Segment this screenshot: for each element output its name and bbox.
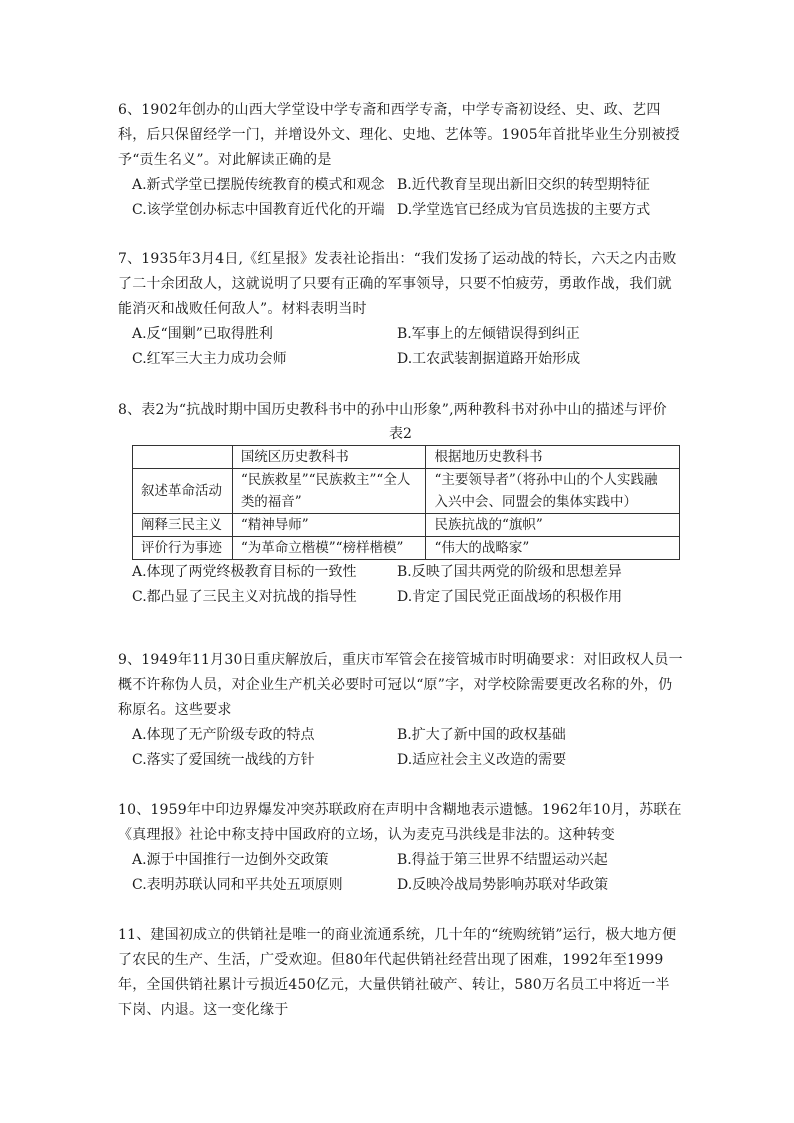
option-b[interactable]: B.近代教育呈现出新旧交织的转型期特征 [397, 177, 650, 193]
table-cell: “伟大的战略家” [426, 537, 680, 560]
option-c[interactable]: C.都凸显了三民主义对抗战的指导性 [132, 589, 357, 605]
question-10 [118, 798, 683, 898]
table-cell: 叙述革命活动 [133, 469, 233, 514]
table-header: 根据地历史教科书 [426, 446, 680, 469]
options [118, 560, 683, 610]
table-cell: 阐释三民主义 [133, 514, 233, 537]
option-d[interactable]: D.肯定了国民党正面战场的积极作用 [397, 589, 623, 605]
question-9 [118, 648, 683, 773]
option-a[interactable]: A.新式学堂已摆脱传统教育的模式和观念 [132, 177, 385, 193]
table-cell: “精神导师” [232, 514, 426, 537]
table-cell: “主要领导者”（将孙中山的个人实践融入兴中会、同盟会的集体实践中） [426, 469, 680, 514]
table-caption: 表2 [389, 426, 412, 442]
options [118, 173, 683, 223]
option-d[interactable]: D.适应社会主义改造的需要 [397, 752, 567, 768]
table-header [133, 446, 233, 469]
option-d[interactable]: D.工农武装割据道路开始形成 [397, 351, 581, 367]
option-a[interactable]: A.源于中国推行一边倒外交政策 [132, 852, 329, 868]
option-b[interactable]: B.扩大了新中国的政权基础 [397, 727, 566, 743]
question-stem: 8、表2为“抗战时期中国历史教科书中的孙中山形象”,两种教科书对孙中山的描述与评价 [118, 402, 667, 418]
option-c[interactable]: C.落实了爱国统一战线的方针 [132, 752, 315, 768]
option-c[interactable]: C.表明苏联认同和平共处五项原则 [132, 877, 343, 893]
table-row [133, 514, 680, 537]
question-11 [118, 923, 683, 1023]
option-a[interactable]: A.体现了两党终极教育目标的一致性 [132, 564, 357, 580]
question-7 [118, 247, 683, 372]
option-c[interactable]: C.红军三大主力成功会师 [132, 351, 287, 367]
question-stem: 10、1959年中印边界爆发冲突苏联政府在声明中含糊地表示遗憾。1962年10月，苏联在《真理报》社论中称支持中国政府的立场，认为麦克马洪线是非法的。这种转变 [118, 802, 682, 843]
table-header-row [133, 446, 680, 469]
question-6 [118, 98, 683, 223]
option-a[interactable]: A.反“围剿”已取得胜利 [132, 326, 273, 342]
options [118, 322, 683, 372]
table-cell: 评价行为事迹 [133, 537, 233, 560]
options [118, 848, 683, 898]
table-row [133, 537, 680, 560]
table-header: 国统区历史教科书 [232, 446, 426, 469]
options [118, 723, 683, 773]
option-d[interactable]: D.学堂选官已经成为官员选拔的主要方式 [397, 202, 651, 218]
question-stem: 11、建国初成立的供销社是唯一的商业流通系统，几十年的“统购统销”运行，极大地方便了农民的生产、生活，广受欢迎。但80年代起供销社经营出现了困难，1992年至1999年，全国供销社累计亏损近450亿元，大量供销社破产、转让，580万名员工中将近一半下岗、内退。这一变化缘于 [118, 927, 677, 1018]
question-stem: 6、1902年创办的山西大学堂设中学专斋和西学专斋，中学专斋初设经、史、政、艺四科，后只保留经学一门，并增设外文、理化、史地、艺体等。1905年首批毕业生分别被授予“贡生名义”。对此解读正确的是 [118, 102, 680, 168]
option-b[interactable]: B.得益于第三世界不结盟运动兴起 [397, 852, 608, 868]
option-a[interactable]: A.体现了无产阶级专政的特点 [132, 727, 315, 743]
option-d[interactable]: D.反映冷战局势影响苏联对华政策 [397, 877, 609, 893]
question-stem: 7、1935年3月4日,《红星报》发表社论指出：“我们发扬了运动战的特长，六天之内击败了二十余团敌人，这就说明了只要有正确的军事领导，只要不怕疲劳，勇敢作战，我们就能消灭和战败任何敌人”。材料表明当时 [118, 251, 677, 317]
table-cell: 民族抗战的“旗帜” [426, 514, 680, 537]
table-row [133, 469, 680, 514]
table-cell: “为革命立楷模”“榜样楷模” [232, 537, 426, 560]
option-b[interactable]: B.反映了国共两党的阶级和思想差异 [397, 564, 622, 580]
comparison-table [132, 445, 680, 560]
option-b[interactable]: B.军事上的左倾错误得到纠正 [397, 326, 580, 342]
question-8 [118, 398, 683, 610]
table-cell: “民族救星”“民族救主”“全人类的福音” [232, 469, 426, 514]
question-stem: 9、1949年11月30日重庆解放后，重庆市军管会在接管城市时明确要求：对旧政权人员一概不许称伪人员，对企业生产机关必要时可冠以“原”字，对学校除需要更改名称的外，仍称原名。这些要求 [118, 652, 683, 718]
option-c[interactable]: C.该学堂创办标志中国教育近代化的开端 [132, 202, 385, 218]
